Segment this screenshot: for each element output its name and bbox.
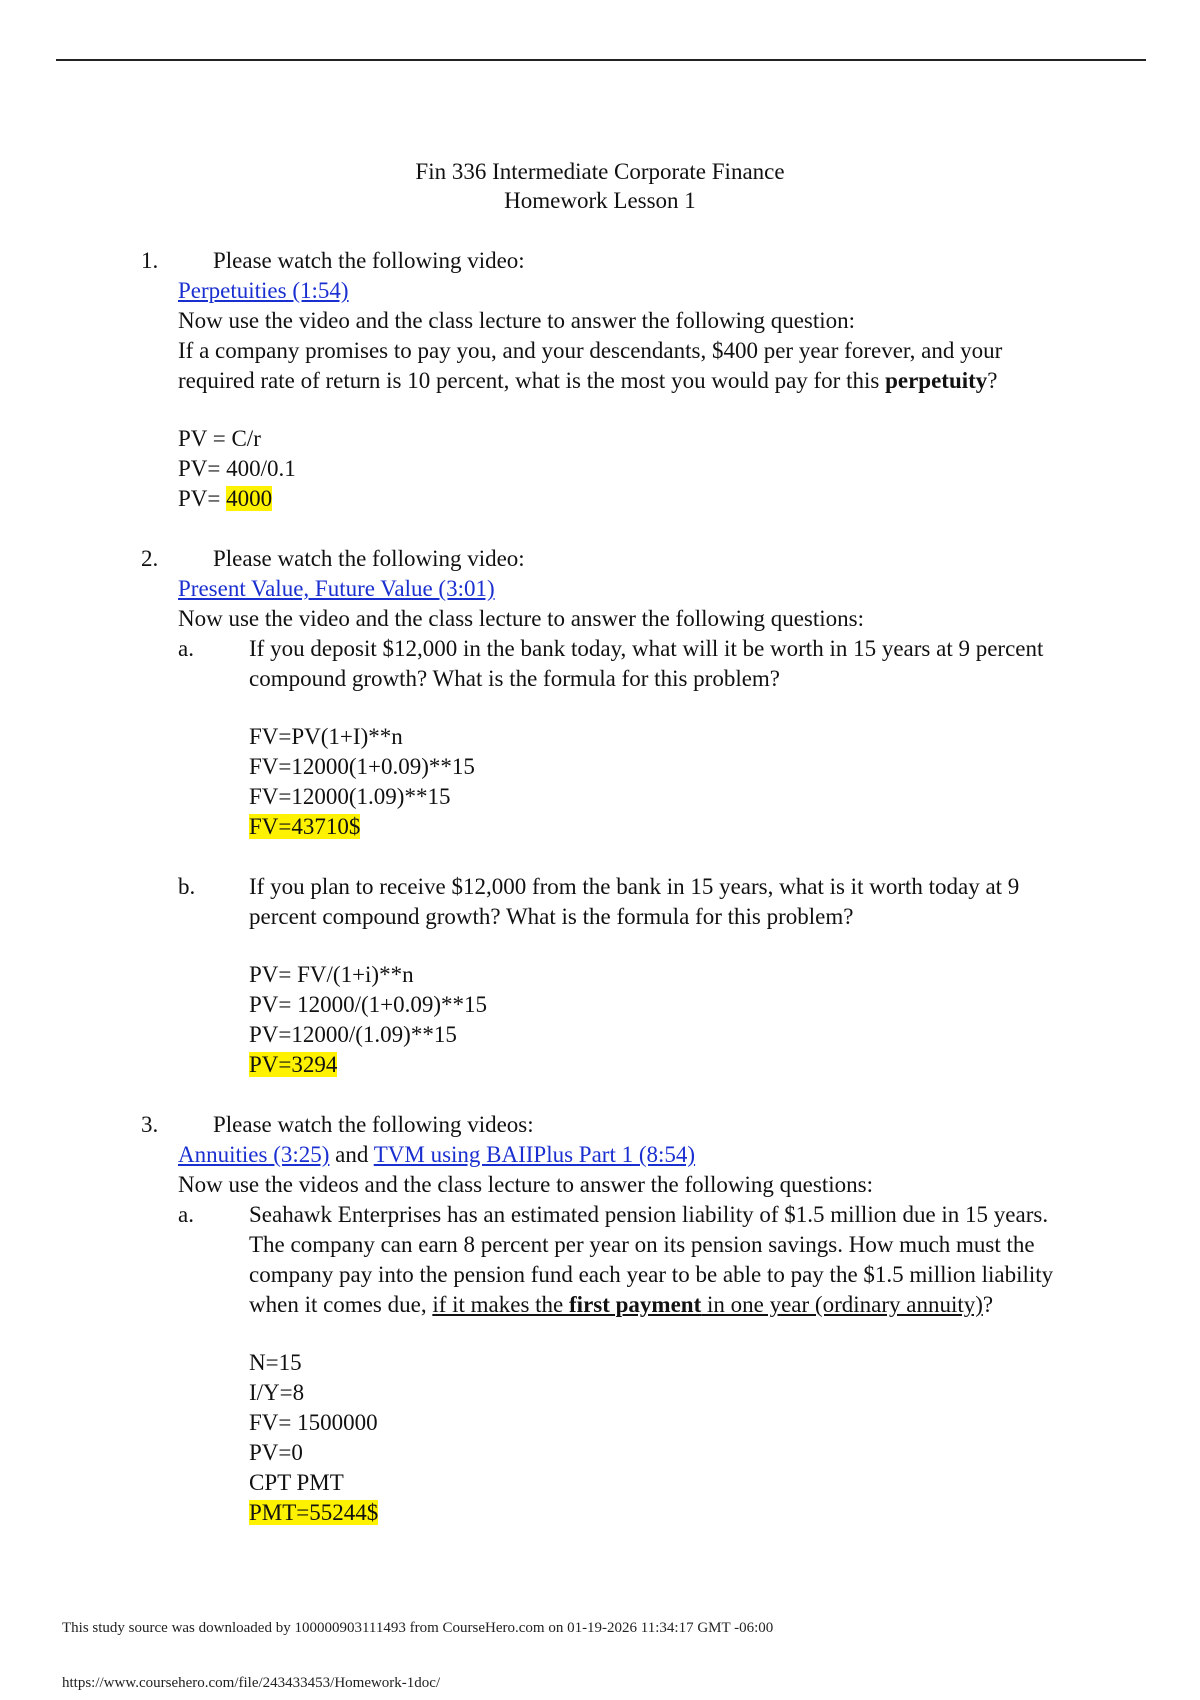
- question-3a-answer-line: N=15: [249, 1350, 302, 1375]
- question-2a-answer-line: FV=PV(1+I)**n: [249, 724, 403, 749]
- question-3a-text-line-4: when it comes due, if it makes the first payment in one year (ordinary annuity)?: [249, 1292, 994, 1317]
- question-2b-letter: b.: [178, 874, 196, 899]
- document-title: Fin 336 Intermediate Corporate Finance: [415, 159, 785, 184]
- question-2-number: 2.: [141, 546, 159, 571]
- question-3-instruction: Now use the videos and the class lecture to answer the following questions:: [178, 1172, 873, 1197]
- perpetuity-term: perpetuity: [885, 368, 988, 393]
- download-source-note: This study source was downloaded by 100000903111493 from CourseHero.com on 01-19-2026 11:34:17 GMT -06:00: [62, 1620, 774, 1636]
- question-2b-text-line-2: percent compound growth? What is the formula for this problem?: [249, 904, 854, 929]
- question-1-intro: Please watch the following video:: [213, 248, 525, 273]
- question-2-instruction: Now use the video and the class lecture to answer the following questions:: [178, 606, 865, 631]
- question-2b-answer-line: PV= FV/(1+i)**n: [249, 962, 414, 987]
- highlighted-answer: PMT=55244$: [249, 1500, 379, 1525]
- question-1-final-answer: PV= 4000: [178, 486, 273, 511]
- top-rule: [56, 59, 1146, 61]
- perpetuities-video-link[interactable]: Perpetuities (1:54): [178, 278, 349, 303]
- question-3a-text-line-3: company pay into the pension fund each year to be able to pay the $1.5 million liability: [249, 1262, 1054, 1287]
- question-1-answer-line: PV= 400/0.1: [178, 456, 296, 481]
- tvm-baiiplus-video-link[interactable]: TVM using BAIIPlus Part 1 (8:54): [373, 1142, 696, 1167]
- question-2b-answer-line: PV= 12000/(1+0.09)**15: [249, 992, 488, 1017]
- question-3a-text-line-1: Seahawk Enterprises has an estimated pension liability of $1.5 million due in 15 years.: [249, 1202, 1049, 1227]
- question-2-intro: Please watch the following video:: [213, 546, 525, 571]
- question-3a-letter: a.: [178, 1202, 194, 1227]
- first-payment-term: first payment: [569, 1292, 702, 1317]
- question-2a-text-line-2: compound growth? What is the formula for this problem?: [249, 666, 781, 691]
- source-url: https://www.coursehero.com/file/243433453/Homework-1doc/: [62, 1675, 441, 1691]
- highlighted-answer: 4000: [226, 486, 273, 511]
- question-1-text-line-2: required rate of return is 10 percent, what is the most you would pay for this perpetuity?: [178, 368, 998, 393]
- question-2a-letter: a.: [178, 636, 194, 661]
- highlighted-answer: FV=43710$: [249, 814, 361, 839]
- question-2b-answer-line: PV=12000/(1.09)**15: [249, 1022, 457, 1047]
- highlighted-answer: PV=3294: [249, 1052, 338, 1077]
- question-2b-text-line-1: If you plan to receive $12,000 from the bank in 15 years, what is it worth today at 9: [249, 874, 1020, 899]
- and-text: and: [329, 1142, 374, 1167]
- question-3-number: 3.: [141, 1112, 159, 1137]
- question-3a-answer-line: I/Y=8: [249, 1380, 305, 1405]
- question-1-number: 1.: [141, 248, 159, 273]
- question-3a-answer-line: PV=0: [249, 1440, 303, 1465]
- present-value-future-value-video-link[interactable]: Present Value, Future Value (3:01): [178, 576, 495, 601]
- question-2a-answer-line: FV=12000(1+0.09)**15: [249, 754, 475, 779]
- question-3a-answer-line: CPT PMT: [249, 1470, 344, 1495]
- annuities-video-link[interactable]: Annuities (3:25): [178, 1142, 330, 1167]
- question-1-answer-line: PV = C/r: [178, 426, 261, 451]
- question-2a-text-line-1: If you deposit $12,000 in the bank today, what will it be worth in 15 years at 9 percent: [249, 636, 1044, 661]
- question-3a-answer-line: FV= 1500000: [249, 1410, 378, 1435]
- question-3a-text-line-2: The company can earn 8 percent per year on its pension savings. How much must the: [249, 1232, 1035, 1257]
- question-3-intro: Please watch the following videos:: [213, 1112, 534, 1137]
- question-1-text-line-1: If a company promises to pay you, and your descendants, $400 per year forever, and your: [178, 338, 1003, 363]
- question-2a-answer-line: FV=12000(1.09)**15: [249, 784, 451, 809]
- document-subtitle: Homework Lesson 1: [504, 188, 696, 213]
- question-1-instruction: Now use the video and the class lecture to answer the following question:: [178, 308, 856, 333]
